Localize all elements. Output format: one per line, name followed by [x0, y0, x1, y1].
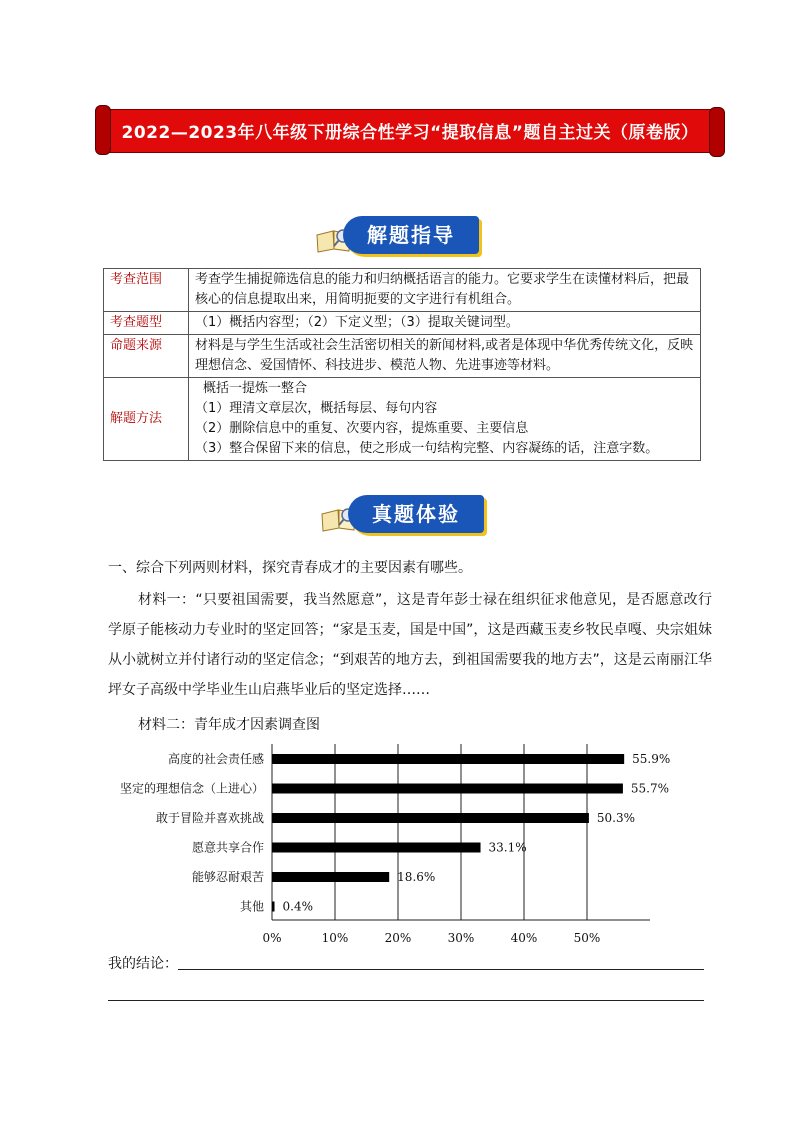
bar [272, 754, 624, 764]
x-tick-label: 10% [321, 931, 349, 945]
table-key: 命题来源 [104, 335, 189, 378]
table-value: （1）概括内容型；（2）下定义型；（3）提取关键词型。 [189, 312, 701, 335]
table-row [104, 335, 701, 378]
table-key: 考查题型 [104, 312, 189, 335]
table-key: 解题方法 [104, 378, 189, 461]
bar [272, 843, 481, 853]
section-badge-guide [315, 213, 485, 259]
data-label: 55.9% [632, 752, 671, 766]
data-label: 0.4% [282, 899, 314, 914]
data-label: 50.3% [596, 811, 636, 825]
category-label: 坚定的理想信念（上进心） [119, 781, 264, 796]
category-label: 其他 [239, 899, 264, 914]
data-label: 18.6% [397, 870, 436, 884]
answer-line[interactable] [108, 1000, 704, 1001]
answer-line[interactable] [178, 969, 704, 970]
data-label: 33.1% [488, 840, 527, 855]
data-label: 55.7% [630, 781, 670, 796]
x-tick-label: 0% [262, 931, 282, 945]
material-two-title: 材料二：青年成才因素调查图 [138, 717, 320, 733]
table-row [104, 269, 701, 312]
x-tick-label: 40% [510, 931, 538, 945]
method-line: （1）理清文章层次，概括每层、每句内容 [195, 401, 438, 416]
material-one: 材料一：“只要祖国需要，我当然愿意”，这是青年彭士禄在组织征求他意见，是否愿意改行学原子能核动力专业时的坚定回答；“家是玉麦，国是中国”，这是西藏玉麦乡牧民卓嘎、央宗姐妹从小就树立并付诸行动的坚定信念；“到艰苦的地方去，到祖国需要我的地方去”，这是云南丽江华坪女子高级中学毕业生山启燕毕业后的坚定选择…… [108, 592, 712, 698]
bar [272, 784, 623, 794]
bar [272, 902, 275, 912]
table-value: 考查学生捕捉筛选信息的能力和归纳概括语言的能力。它要求学生在读懂材料后，把最核心的信息提取出来，用简明扼要的文字进行有机组合。 [189, 269, 701, 312]
bar-chart [100, 740, 700, 950]
banner-right-roll [709, 107, 725, 157]
section-badge-plate [343, 216, 479, 254]
section-heading: 解题指导 [367, 223, 455, 247]
method-line: （3）整合保留下来的信息，使之形成一句结构完整、内容凝练的话，注意字数。 [195, 441, 659, 456]
page-title: 2022—2023年八年级下册综合性学习“提取信息”题自主过关（原卷版） [121, 123, 699, 143]
bar [272, 872, 389, 882]
guide-table [103, 268, 701, 461]
category-label: 敢于冒险并喜欢挑战 [155, 811, 264, 825]
table-value [189, 378, 701, 461]
bar [272, 813, 589, 823]
x-tick-label: 30% [447, 931, 475, 945]
conclusion-label: 我的结论： [108, 956, 178, 972]
category-label: 能够忍耐艰苦 [191, 870, 264, 884]
x-tick-label: 50% [573, 931, 601, 945]
section-heading: 真题体验 [372, 502, 460, 526]
section-badge-plate [348, 495, 484, 533]
table-key: 考查范围 [104, 269, 189, 312]
question-prompt: 一、综合下列两则材料，探究青春成才的主要因素有哪些。 [108, 560, 472, 576]
x-tick-label: 20% [384, 931, 412, 945]
table-value: 材料是与学生生活或社会生活密切相关的新闻材料,或者是体现中华优秀传统文化，反映理想信念、爱国情怀、科技进步、模范人物、先进事迹等材料。 [189, 335, 701, 378]
table-row [104, 312, 701, 335]
table-row [104, 378, 701, 461]
category-label: 高度的社会责任感 [167, 752, 264, 766]
section-badge-experience [320, 492, 490, 538]
category-label: 愿意共享合作 [191, 840, 264, 855]
banner-left-roll [95, 105, 111, 155]
title-banner [95, 105, 725, 155]
method-line: （2）删除信息中的重复、次要内容，提炼重要、主要信息 [195, 421, 529, 436]
method-line: 概括一提炼一整合 [203, 381, 308, 396]
